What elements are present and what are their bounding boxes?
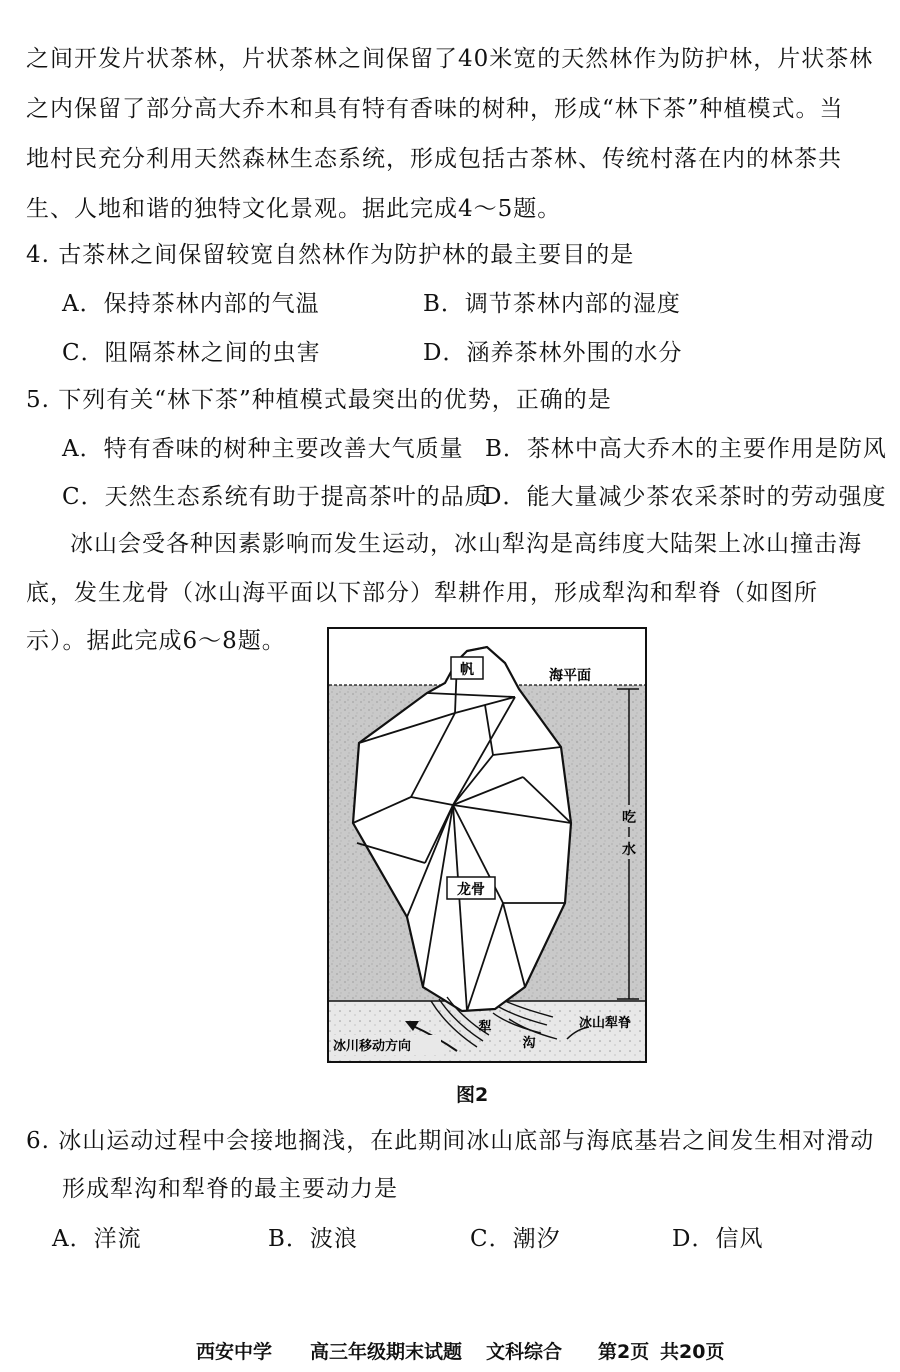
label-sea-level: 海平面 xyxy=(549,668,591,684)
question-6-option-b: B．波浪 xyxy=(268,1226,358,1252)
iceberg-figure xyxy=(327,627,647,1063)
question-5-stem: 5. 下列有关“林下茶”种植模式最突出的优势，正确的是 xyxy=(26,387,612,413)
label-groove-1: 犁 xyxy=(478,1020,492,1035)
question-5-option-a: A．特有香味的树种主要改善大气质量 xyxy=(62,436,464,462)
label-draft-1: 吃 xyxy=(622,810,636,826)
question-5-option-b: B．茶林中高大乔木的主要作用是防风 xyxy=(485,436,887,462)
footer-total: 共20页 xyxy=(660,1341,725,1363)
label-draft-2: 水 xyxy=(622,842,636,858)
passage2-line-1: 冰山会受各种因素影响而发生运动，冰山犁沟是高纬度大陆架上冰山撞击海 xyxy=(70,531,862,557)
question-5-option-d: D．能大量减少茶农采茶时的劳动强度 xyxy=(483,484,887,510)
passage2-line-3: 示）。据此完成6～8题。 xyxy=(26,628,286,654)
label-groove-2: 沟 xyxy=(522,1036,536,1051)
label-sail: 帆 xyxy=(460,662,474,678)
question-6-option-a: A．洋流 xyxy=(52,1226,142,1252)
question-6-stem-line-2: 形成犁沟和犁脊的最主要动力是 xyxy=(62,1176,398,1202)
question-4-option-d: D．涵养茶林外围的水分 xyxy=(423,340,683,366)
passage1-line-1: 之间开发片状茶林，片状茶林之间保留了40米宽的天然林作为防护林，片状茶林 xyxy=(26,46,874,72)
question-4-option-c: C．阻隔茶林之间的虫害 xyxy=(62,340,321,366)
label-keel: 龙骨 xyxy=(457,882,485,898)
question-6-option-c: C．潮汐 xyxy=(470,1226,561,1252)
label-direction: 冰川移动方向 xyxy=(333,1039,412,1054)
footer-school: 西安中学 xyxy=(196,1341,273,1363)
question-4-stem: 4. 古茶林之间保留较宽自然林作为防护林的最主要目的是 xyxy=(26,242,635,268)
figure-caption: 图2 xyxy=(456,1084,489,1106)
footer-subject: 文科综合 xyxy=(486,1341,563,1363)
question-6-option-d: D．信风 xyxy=(672,1226,764,1252)
question-6-stem-line-1: 6. 冰山运动过程中会接地搁浅，在此期间冰山底部与海底基岩之间发生相对滑动 xyxy=(26,1128,875,1154)
passage2-line-2: 底，发生龙骨（冰山海平面以下部分）犁耕作用，形成犁沟和犁脊（如图所 xyxy=(26,580,818,606)
question-4-option-a: A．保持茶林内部的气温 xyxy=(62,291,320,317)
question-4-option-b: B．调节茶林内部的湿度 xyxy=(423,291,681,317)
passage1-line-2: 之内保留了部分高大乔木和具有特有香味的树种，形成“林下茶”种植模式。当 xyxy=(26,96,844,122)
footer-page: 第2页 xyxy=(598,1341,650,1363)
passage1-line-3: 地村民充分利用天然森林生态系统，形成包括古茶林、传统村落在内的林茶共 xyxy=(26,146,842,172)
question-5-option-c: C．天然生态系统有助于提高茶叶的品质 xyxy=(62,484,489,510)
footer-exam: 高三年级期末试题 xyxy=(310,1341,463,1363)
passage1-line-4: 生、人地和谐的独特文化景观。据此完成4～5题。 xyxy=(26,196,562,222)
label-ridge: 冰山犁脊 xyxy=(579,1016,632,1031)
